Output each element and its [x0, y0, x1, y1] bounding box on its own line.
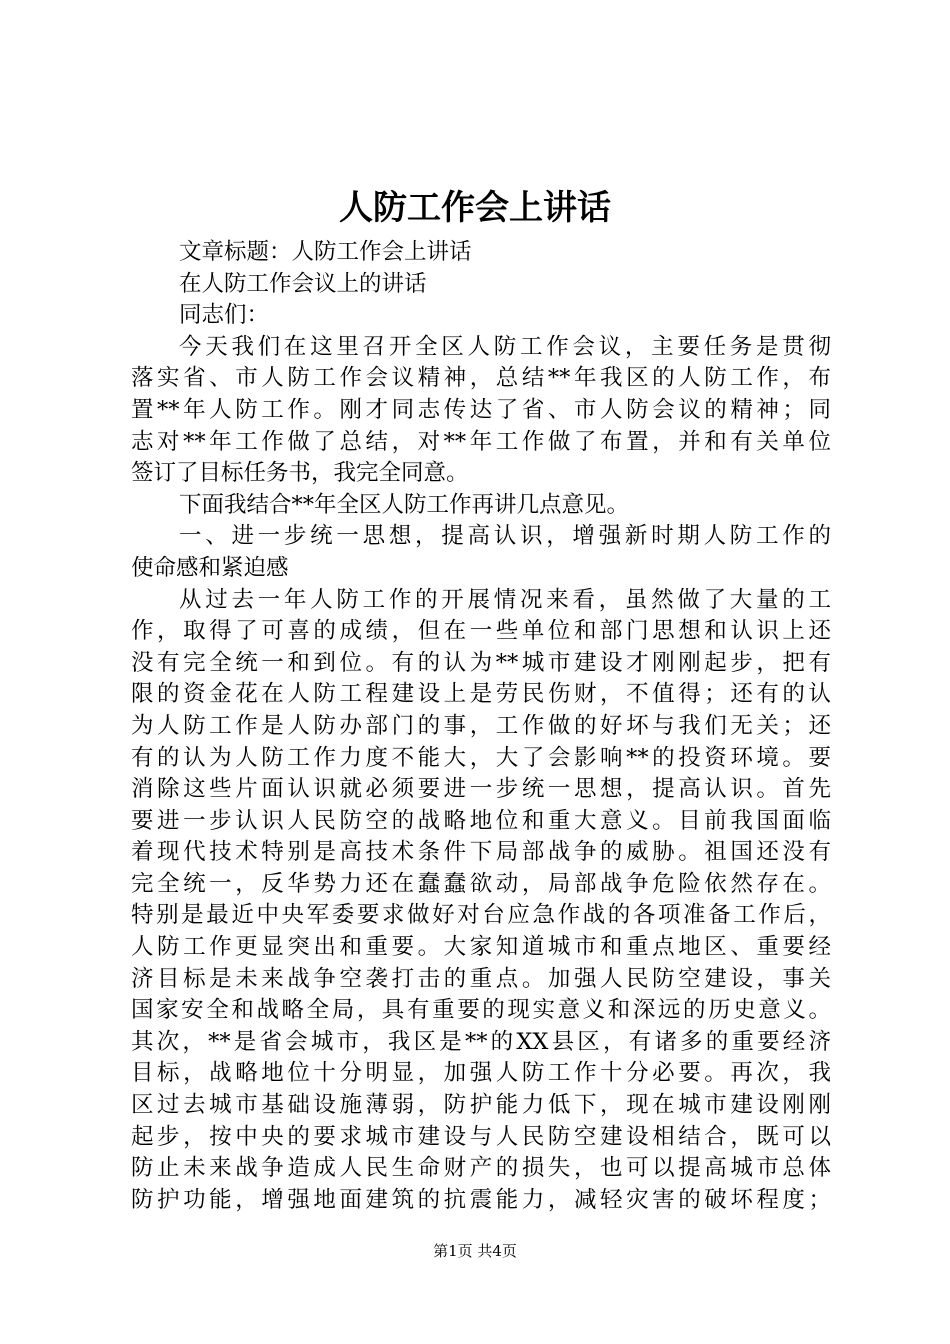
- text-line: 要进一步认识人民防空的战略地位和重大意义。目前我国面临: [131, 807, 831, 834]
- text-line: 限的资金花在人防工程建设上是劳民伤财，不值得；还有的认: [131, 681, 831, 708]
- text-line: 置**年人防工作。刚才同志传达了省、市人防会议的精神；同: [131, 396, 831, 423]
- text-line: 没有完全统一和到位。有的认为**城市建设才刚刚起步，把有: [131, 649, 831, 676]
- text-line: 使命感和紧迫感: [131, 554, 289, 581]
- text-line: 为人防工作是人防办部门的事，工作做的好坏与我们无关；还: [131, 712, 831, 739]
- text-line: 济目标是未来战争空袭打击的重点。加强人民防空建设，事关: [131, 965, 831, 992]
- text-line: 特别是最近中央军委要求做好对台应急作战的各项准备工作后，: [131, 902, 831, 929]
- text-line: 防护功能，增强地面建筑的抗震能力，减轻灾害的破坏程度；: [131, 1186, 831, 1213]
- text-line: 下面我结合**年全区人防工作再讲几点意见。: [179, 491, 630, 518]
- text-line: 消除这些片面认识就必须要进一步统一思想，提高认识。首先: [131, 776, 831, 803]
- text-line: 同志们：: [179, 302, 270, 329]
- document-body: [131, 237, 831, 1216]
- text-line: 区过去城市基础设施薄弱，防护能力低下，现在城市建设刚刚: [131, 1092, 831, 1119]
- text-line: 文章标题：人防工作会上讲话: [179, 239, 472, 265]
- text-line: 签订了目标任务书，我完全同意。: [131, 460, 469, 487]
- text-line: 落实省、市人防工作会议精神，总结**年我区的人防工作，布: [131, 365, 831, 392]
- text-line: 着现代技术特别是高技术条件下局部战争的威胁。祖国还没有: [131, 839, 831, 866]
- text-line: 志对**年工作做了总结，对**年工作做了布置，并和有关单位: [131, 428, 831, 455]
- text-line: 有的认为人防工作力度不能大，大了会影响**的投资环境。要: [131, 744, 831, 771]
- text-line: 目标，战略地位十分明显，加强人防工作十分必要。再次，我: [131, 1060, 831, 1087]
- page-footer: 第1页 共4页: [433, 1242, 517, 1260]
- text-line: 国家安全和战略全局，具有重要的现实意义和深远的历史意义。: [131, 997, 831, 1024]
- text-line: 起步，按中央的要求城市建设与人民防空建设相结合，既可以: [131, 1123, 831, 1150]
- text-line: 一、进一步统一思想，提高认识，增强新时期人防工作的: [179, 523, 831, 550]
- text-line: 防止未来战争造成人民生命财产的损失，也可以提高城市总体: [131, 1155, 831, 1182]
- text-line: 在人防工作会议上的讲话: [179, 270, 427, 297]
- text-line: 其次，**是省会城市，我区是**的XX县区，有诸多的重要经济: [131, 1028, 831, 1055]
- text-line: 作，取得了可喜的成绩，但在一些单位和部门思想和认识上还: [131, 618, 831, 645]
- text-line: 从过去一年人防工作的开展情况来看，虽然做了大量的工: [179, 586, 831, 613]
- text-line: 人防工作更显突出和重要。大家知道城市和重点地区、重要经: [131, 934, 831, 961]
- document-title: 人防工作会上讲话: [339, 188, 611, 228]
- text-line: 完全统一，反华势力还在蠢蠢欲动，局部战争危险依然存在。: [131, 870, 831, 897]
- text-line: 今天我们在这里召开全区人防工作会议，主要任务是贯彻: [179, 333, 831, 360]
